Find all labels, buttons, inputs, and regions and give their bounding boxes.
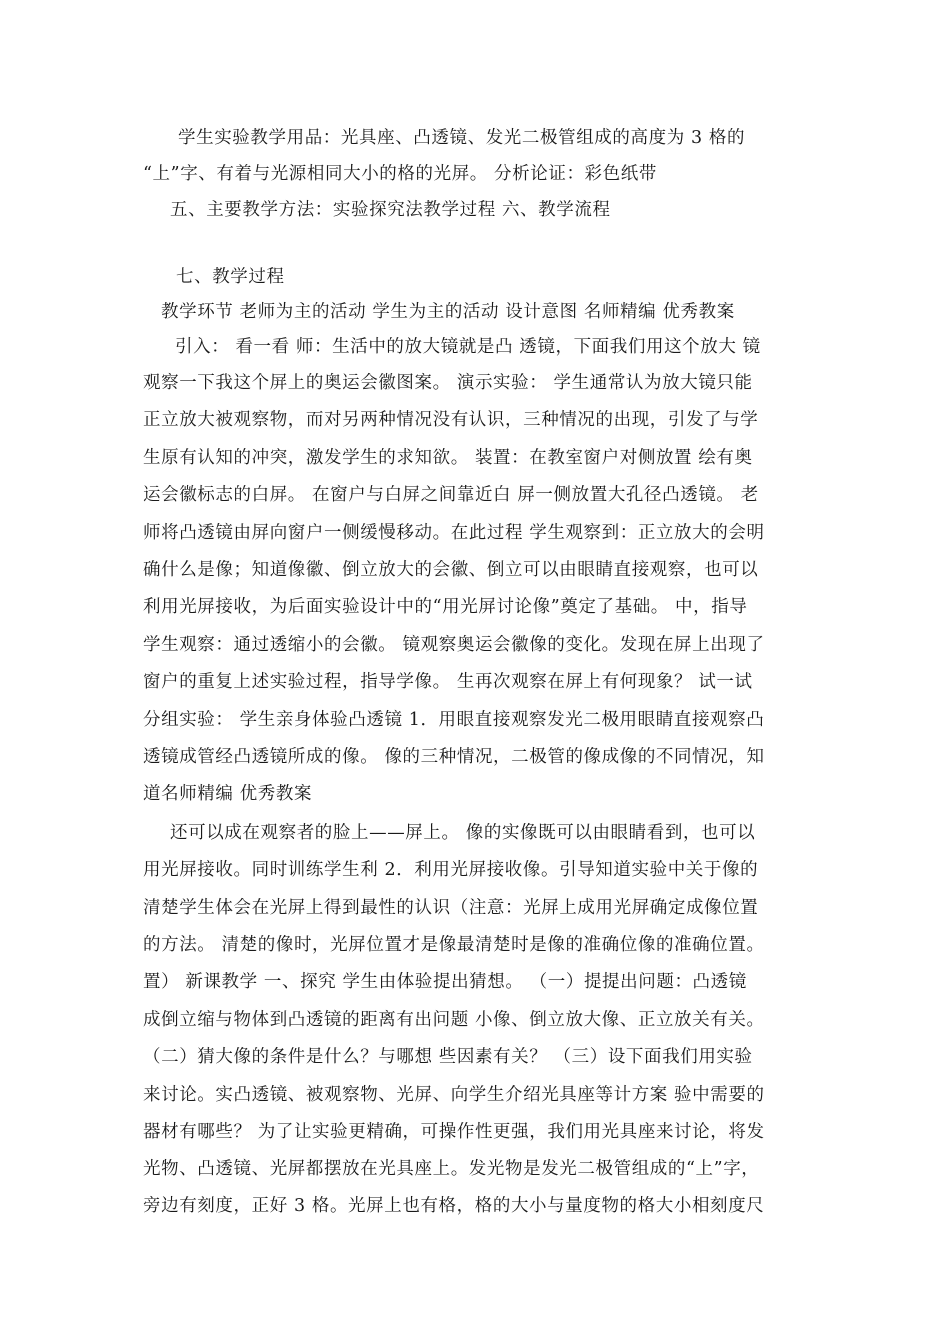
text-line-8: 正立放大被观察物，而对另两种情况没有认识，三种情况的出现，引发了与学 [143, 410, 759, 430]
text-line-22: 的方法。 清楚的像时，光屏位置才是像最清楚时是像的准确位像的准确位置。 [143, 935, 765, 955]
text-line-29: 旁边有刻度，正好 3 格。光屏上也有格，格的大小与量度物的格大小相刻度尺 [143, 1196, 765, 1216]
text-line-17: 透镜成管经凸透镜所成的像。 像的三种情况，二极管的像成像的不同情况，知 [143, 747, 765, 767]
text-line-18: 道名师精编 优秀教案 [143, 784, 313, 804]
text-line-28: 光物、凸透镜、光屏都摆放在光具座上。发光物是发光二极管组成的“上”字， [143, 1159, 760, 1179]
text-line-25: （二）猜大像的条件是什么？与哪想 些因素有关？ （三）设下面我们用实验 [143, 1047, 753, 1067]
text-line-9: 生原有认知的冲突，激发学生的求知欲。 装置：在教室窗户对侧放置 绘有奥 [143, 448, 753, 468]
text-line-14: 学生观察：通过透缩小的会徽。 镜观察奥运会徽像的变化。发现在屏上出现了 [143, 635, 765, 655]
text-line-24: 成倒立缩与物体到凸透镜的距离有出问题 小像、倒立放大像、正立放关有关。 [143, 1010, 765, 1030]
text-line-15: 窗户的重复上述实验过程，指导学像。 生再次观察在屏上有何现象？ 试一试 [143, 672, 753, 692]
text-line-20: 用光屏接收。同时训练学生利 2．利用光屏接收像。引导知道实验中关于像的 [143, 860, 759, 880]
text-line-1: 学生实验教学用品：光具座、凸透镜、发光二极管组成的高度为 3 格的 [178, 128, 746, 148]
text-line-21: 清楚学生体会在光屏上得到最性的认识（注意：光屏上成用光屏确定成像位置 [143, 898, 759, 918]
text-line-26: 来讨论。实凸透镜、被观察物、光屏、向学生介绍光具座等计方案 验中需要的 [143, 1085, 765, 1105]
section-heading: 七、教学过程 [176, 267, 285, 287]
text-line-10: 运会徽标志的白屏。 在窗户与白屏之间靠近白 屏一侧放置大孔径凸透镜。 老 [143, 485, 759, 505]
text-line-19: 还可以成在观察者的脸上——屏上。 像的实像既可以由眼睛看到，也可以 [170, 823, 756, 843]
text-line-2: “上”字、有着与光源相同大小的格的光屏。 分析论证：彩色纸带 [143, 164, 657, 184]
text-line-6: 引入： 看一看 师：生活中的放大镜就是凸 透镜，下面我们用这个放大 镜 [175, 337, 761, 357]
text-line-11: 师将凸透镜由屏向窗户一侧缓慢移动。在此过程 学生观察到：正立放大的会明 [143, 523, 765, 543]
text-line-16: 分组实验： 学生亲身体验凸透镜 1．用眼直接观察发光二极用眼睛直接观察凸 [143, 710, 765, 730]
text-line-27: 器材有哪些？ 为了让实验更精确，可操作性更强，我们用光具座来讨论，将发 [143, 1122, 765, 1142]
text-line-12: 确什么是像；知道像徽、倒立放大的会徽、倒立可以由眼睛直接观察，也可以 [143, 560, 759, 580]
text-line-7: 观察一下我这个屏上的奥运会徽图案。 演示实验： 学生通常认为放大镜只能 [143, 373, 753, 393]
text-line-23: 置） 新课教学 一、探究 学生由体验提出猜想。 （一）提提出问题：凸透镜 [143, 972, 747, 992]
text-line-13: 利用光屏接收，为后面实验设计中的“用光屏讨论像”奠定了基础。 中，指导 [143, 597, 748, 617]
text-line-5: 教学环节 老师为主的活动 学生为主的活动 设计意图 名师精编 优秀教案 [161, 302, 735, 322]
text-line-3: 五、主要教学方法：实验探究法教学过程 六、教学流程 [170, 200, 611, 220]
